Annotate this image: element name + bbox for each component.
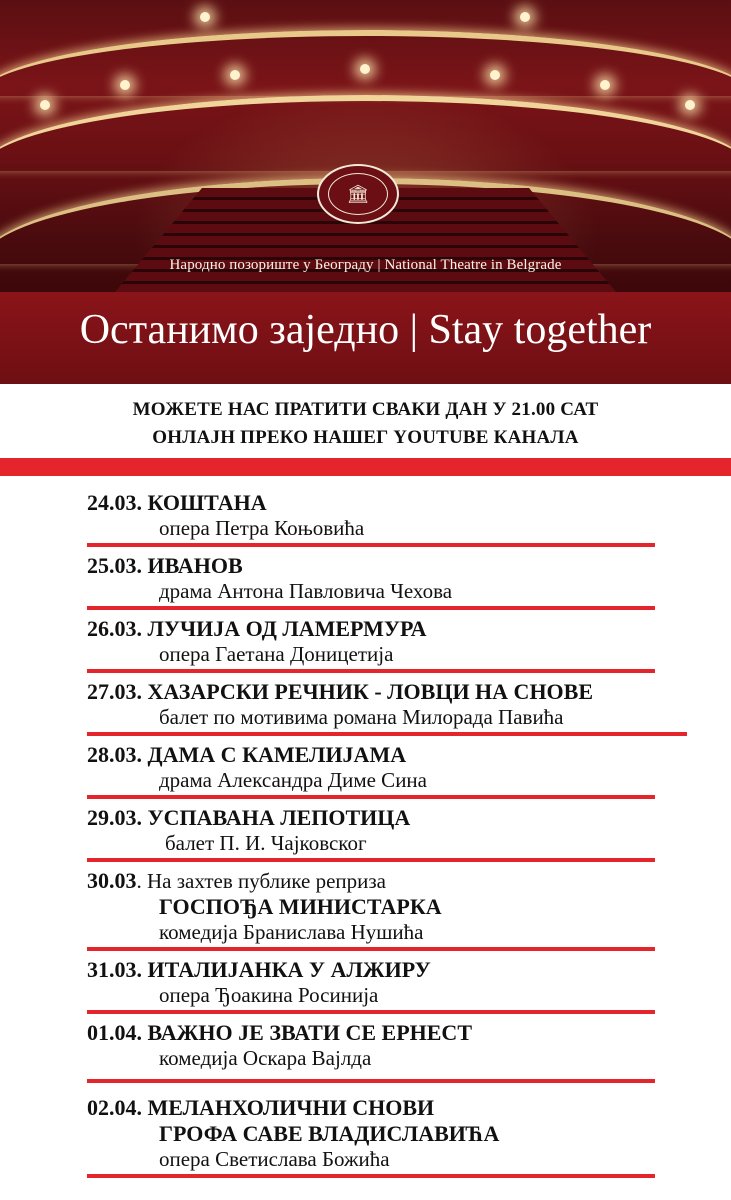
balcony-tier <box>0 30 731 96</box>
theatre-subtitle: Народно позориште у Београду | National Theatre in Belgrade <box>169 257 562 273</box>
entry-date: 28.03. <box>87 742 142 767</box>
entry-title: ГОСПОЂА МИНИСТАРКА <box>159 894 442 919</box>
lamp-icon <box>40 100 50 110</box>
page-headline: Останимо заједно | Stay together <box>79 307 652 353</box>
entry-date: 01.04. <box>87 1020 142 1045</box>
entry-title: МЕЛАНХОЛИЧНИ СНОВИ <box>147 1095 435 1120</box>
entry-subtitle: балет П. И. Чајковског <box>165 831 367 855</box>
balcony-tier <box>0 95 731 171</box>
list-item <box>87 616 655 673</box>
entry-date: 02.04. <box>87 1095 142 1120</box>
list-item <box>87 490 655 547</box>
entry-date: 26.03. <box>87 616 142 641</box>
list-item <box>87 742 655 799</box>
entry-subtitle: драма Александра Диме Сина <box>159 768 427 792</box>
list-item <box>87 1095 655 1178</box>
schedule-list <box>0 490 731 1178</box>
list-item <box>87 868 655 951</box>
lamp-icon <box>120 80 130 90</box>
entry-title: ДАМА С КАМЕЛИЈАМА <box>147 742 407 767</box>
lamp-icon <box>230 70 240 80</box>
entry-subtitle: опера Гаетана Доницетија <box>159 642 394 666</box>
entry-date: 27.03. <box>87 679 142 704</box>
lamp-icon <box>520 12 530 22</box>
entry-title-line-2: ГРОФА САВЕ ВЛАДИСЛАВИЋА <box>159 1121 500 1146</box>
red-divider <box>0 458 731 476</box>
entry-subtitle: опера Ђоакина Росинија <box>159 983 379 1007</box>
entry-date: 24.03. <box>87 490 142 515</box>
list-item <box>87 679 687 736</box>
entry-title: ИВАНОВ <box>147 553 243 578</box>
list-item <box>87 553 655 610</box>
broadcast-notice <box>0 396 731 452</box>
list-item <box>87 805 655 862</box>
lamp-icon <box>600 80 610 90</box>
entry-title: УСПАВАНА ЛЕПОТИЦА <box>147 805 411 830</box>
entry-subtitle: балет по мотивима романа Милорада Павића <box>159 705 564 729</box>
hero-banner <box>0 0 731 384</box>
lamp-icon <box>685 100 695 110</box>
entry-subtitle: комедија Бранислава Нушића <box>159 920 424 944</box>
entry-note: . На захтев публике реприза <box>136 869 386 893</box>
entry-date: 25.03. <box>87 553 142 578</box>
entry-date: 30.03 <box>87 868 137 893</box>
lamp-icon <box>490 70 500 80</box>
entry-date: 31.03. <box>87 957 142 982</box>
entry-subtitle: опера Петра Коњовића <box>159 516 365 540</box>
entry-title: ИТАЛИЈАНКА У АЛЖИРУ <box>147 957 431 982</box>
entry-date: 29.03. <box>87 805 142 830</box>
list-item <box>87 957 655 1014</box>
theatre-logo-seal: 🏛 <box>328 173 388 215</box>
notice-line-2: ОНЛАЈН ПРЕКО НАШЕГ YOUTUBE КАНАЛА <box>152 427 579 448</box>
lamp-icon <box>360 64 370 74</box>
entry-title: ВАЖНО ЈЕ ЗВАТИ СЕ ЕРНЕСТ <box>147 1020 472 1045</box>
entry-title: ХАЗАРСКИ РЕЧНИК - ЛОВЦИ НА СНОВЕ <box>147 679 594 704</box>
notice-line-1: МОЖЕТЕ НАС ПРАТИТИ СВАКИ ДАН У 21.00 САТ <box>132 399 599 420</box>
entry-subtitle: комедија Оскара Вајлда <box>159 1046 372 1070</box>
entry-subtitle: драма Антона Павловича Чехова <box>159 579 453 603</box>
lamp-icon <box>200 12 210 22</box>
entry-subtitle: опера Светислава Божића <box>159 1147 390 1171</box>
list-item <box>87 1020 655 1083</box>
theatre-logo-icon <box>317 164 399 224</box>
entry-title: КОШТАНА <box>147 490 267 515</box>
entry-title: ЛУЧИЈА ОД ЛАМЕРМУРА <box>147 616 427 641</box>
